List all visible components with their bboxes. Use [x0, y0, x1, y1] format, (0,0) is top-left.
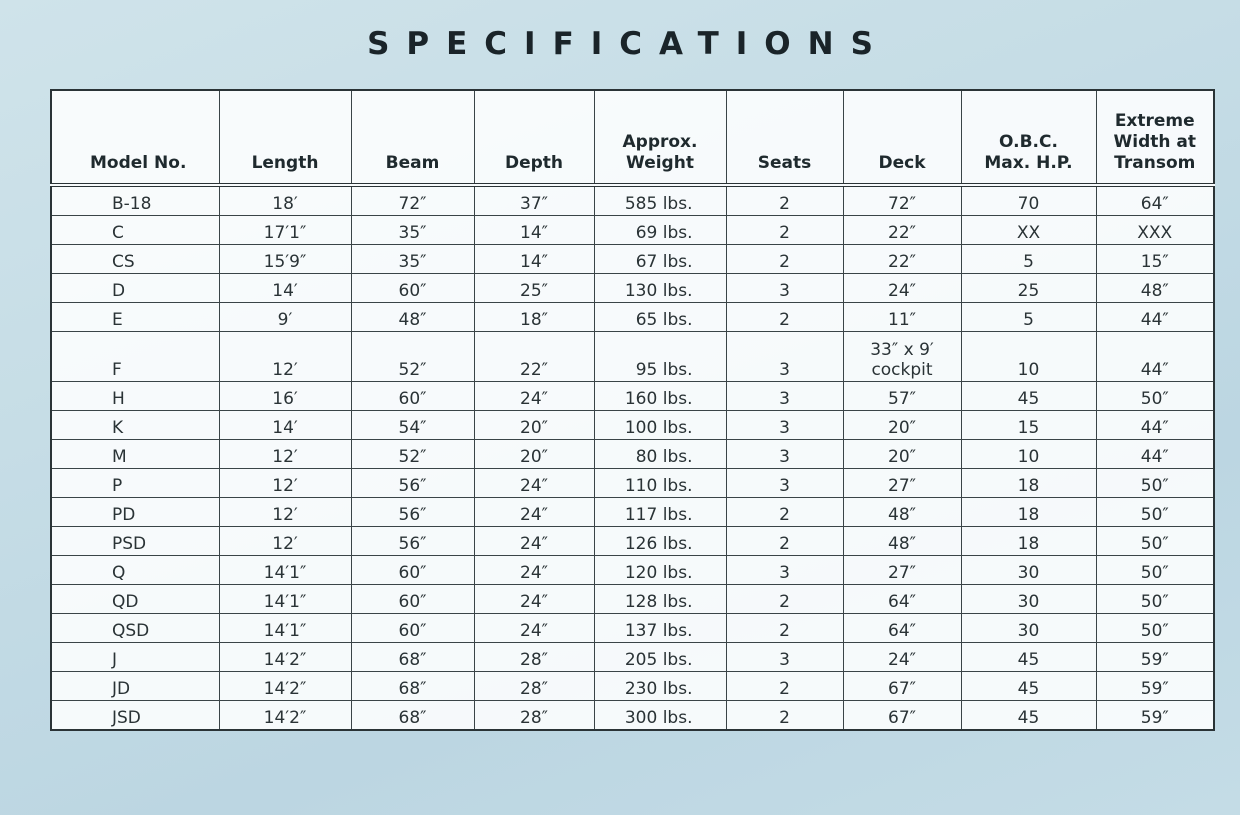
seats-cell: 3: [726, 382, 843, 411]
depth-cell: 24″: [474, 469, 594, 498]
beam-cell: 68″: [351, 672, 474, 701]
deck-cell: [843, 245, 961, 274]
depth-cell: 28″: [474, 672, 594, 701]
seats-cell: 2: [726, 498, 843, 527]
max-hp-cell: 30: [961, 614, 1096, 643]
table-row: [51, 216, 1214, 245]
max-hp-cell: 10: [961, 440, 1096, 469]
deck-line: 27″: [888, 476, 916, 496]
seats-cell: 3: [726, 411, 843, 440]
deck-line: 22″: [888, 223, 916, 243]
transom-width-cell: 15″: [1096, 245, 1214, 274]
seats-cell: 3: [726, 643, 843, 672]
max-hp-cell: 18: [961, 469, 1096, 498]
length-cell: 14′: [219, 411, 351, 440]
length-cell: 14′: [219, 274, 351, 303]
max-hp-cell: 30: [961, 585, 1096, 614]
length-cell: 12′: [219, 498, 351, 527]
transom-width-cell: 64″: [1096, 185, 1214, 216]
beam-cell: 68″: [351, 643, 474, 672]
weight-cell: 100 lbs.: [594, 411, 726, 440]
max-hp-cell: 70: [961, 185, 1096, 216]
transom-width-cell: 50″: [1096, 498, 1214, 527]
header-extreme-width: [1096, 90, 1214, 185]
depth-cell: 18″: [474, 303, 594, 332]
seats-cell: 3: [726, 274, 843, 303]
header-line: Model No.: [90, 153, 187, 173]
deck-line: 24″: [888, 281, 916, 301]
beam-cell: 60″: [351, 382, 474, 411]
length-cell: 12′: [219, 332, 351, 382]
weight-cell: 69 lbs.: [594, 216, 726, 245]
header-line: Seats: [757, 153, 812, 173]
model-cell: CS: [51, 245, 219, 274]
deck-line: 67″: [888, 708, 916, 728]
beam-cell: 35″: [351, 216, 474, 245]
deck-cell: [843, 643, 961, 672]
model-cell: B-18: [51, 185, 219, 216]
max-hp-cell: 45: [961, 701, 1096, 731]
deck-cell: [843, 274, 961, 303]
weight-cell: 205 lbs.: [594, 643, 726, 672]
weight-cell: 95 lbs.: [594, 332, 726, 382]
transom-width-cell: 48″: [1096, 274, 1214, 303]
deck-line: 72″: [888, 194, 916, 214]
model-cell: E: [51, 303, 219, 332]
seats-cell: 3: [726, 332, 843, 382]
seats-cell: 3: [726, 469, 843, 498]
table-row: [51, 469, 1214, 498]
table-row: [51, 498, 1214, 527]
deck-cell: [843, 527, 961, 556]
depth-cell: 24″: [474, 556, 594, 585]
model-cell: PD: [51, 498, 219, 527]
beam-cell: 60″: [351, 274, 474, 303]
transom-width-cell: 50″: [1096, 527, 1214, 556]
beam-cell: 72″: [351, 185, 474, 216]
seats-cell: 2: [726, 185, 843, 216]
table-row: [51, 332, 1214, 382]
deck-cell: [843, 469, 961, 498]
deck-cell: [843, 185, 961, 216]
weight-cell: 80 lbs.: [594, 440, 726, 469]
depth-cell: 20″: [474, 440, 594, 469]
header-line: Extreme: [1114, 111, 1195, 131]
deck-cell: [843, 556, 961, 585]
model-cell: Q: [51, 556, 219, 585]
model-cell: QSD: [51, 614, 219, 643]
beam-cell: 56″: [351, 469, 474, 498]
model-cell: PSD: [51, 527, 219, 556]
transom-width-cell: 59″: [1096, 643, 1214, 672]
header-row: [51, 90, 1214, 185]
deck-cell: [843, 672, 961, 701]
weight-cell: 126 lbs.: [594, 527, 726, 556]
transom-width-cell: 50″: [1096, 382, 1214, 411]
model-cell: H: [51, 382, 219, 411]
seats-cell: 2: [726, 245, 843, 274]
weight-cell: 65 lbs.: [594, 303, 726, 332]
max-hp-cell: 15: [961, 411, 1096, 440]
length-cell: 16′: [219, 382, 351, 411]
weight-cell: 300 lbs.: [594, 701, 726, 731]
transom-width-cell: 44″: [1096, 332, 1214, 382]
header-deck: [843, 90, 961, 185]
deck-line: 64″: [888, 592, 916, 612]
table-row: [51, 382, 1214, 411]
depth-cell: 28″: [474, 643, 594, 672]
deck-line: 27″: [888, 563, 916, 583]
weight-cell: 117 lbs.: [594, 498, 726, 527]
transom-width-cell: 50″: [1096, 556, 1214, 585]
beam-cell: 60″: [351, 556, 474, 585]
length-cell: 15′9″: [219, 245, 351, 274]
deck-line: 33″ x 9′: [870, 340, 934, 360]
depth-cell: 14″: [474, 245, 594, 274]
header-length: [219, 90, 351, 185]
table-row: [51, 245, 1214, 274]
beam-cell: 48″: [351, 303, 474, 332]
beam-cell: 60″: [351, 614, 474, 643]
max-hp-cell: 18: [961, 527, 1096, 556]
beam-cell: 60″: [351, 585, 474, 614]
depth-cell: 24″: [474, 382, 594, 411]
seats-cell: 2: [726, 303, 843, 332]
seats-cell: 2: [726, 614, 843, 643]
transom-width-cell: 44″: [1096, 440, 1214, 469]
deck-line: 20″: [888, 447, 916, 467]
transom-width-cell: 50″: [1096, 585, 1214, 614]
model-cell: D: [51, 274, 219, 303]
weight-cell: 110 lbs.: [594, 469, 726, 498]
depth-cell: 24″: [474, 614, 594, 643]
model-cell: M: [51, 440, 219, 469]
max-hp-cell: 25: [961, 274, 1096, 303]
beam-cell: 52″: [351, 440, 474, 469]
seats-cell: 2: [726, 585, 843, 614]
deck-cell: [843, 498, 961, 527]
model-cell: C: [51, 216, 219, 245]
max-hp-cell: 5: [961, 303, 1096, 332]
model-cell: P: [51, 469, 219, 498]
length-cell: 14′2″: [219, 643, 351, 672]
seats-cell: 2: [726, 672, 843, 701]
deck-line: 22″: [888, 252, 916, 272]
weight-cell: 120 lbs.: [594, 556, 726, 585]
weight-cell: 137 lbs.: [594, 614, 726, 643]
max-hp-cell: 45: [961, 382, 1096, 411]
length-cell: 14′1″: [219, 585, 351, 614]
header-line: Length: [251, 153, 319, 173]
header-line: O.B.C.: [999, 132, 1058, 152]
transom-width-cell: 44″: [1096, 411, 1214, 440]
deck-cell: [843, 614, 961, 643]
deck-cell: [843, 440, 961, 469]
deck-cell: [843, 216, 961, 245]
length-cell: 17′1″: [219, 216, 351, 245]
depth-cell: 24″: [474, 527, 594, 556]
length-cell: 14′1″: [219, 556, 351, 585]
weight-cell: 160 lbs.: [594, 382, 726, 411]
weight-cell: 128 lbs.: [594, 585, 726, 614]
weight-cell: 67 lbs.: [594, 245, 726, 274]
depth-cell: 37″: [474, 185, 594, 216]
max-hp-cell: 45: [961, 643, 1096, 672]
transom-width-cell: 50″: [1096, 614, 1214, 643]
header-depth: [474, 90, 594, 185]
beam-cell: 56″: [351, 498, 474, 527]
deck-line: 67″: [888, 679, 916, 699]
table-row: [51, 614, 1214, 643]
deck-line: 24″: [888, 650, 916, 670]
table-row: [51, 585, 1214, 614]
max-hp-cell: 45: [961, 672, 1096, 701]
deck-line: 48″: [888, 534, 916, 554]
deck-line: 57″: [888, 389, 916, 409]
max-hp-cell: 5: [961, 245, 1096, 274]
length-cell: 18′: [219, 185, 351, 216]
header-approx-weight: [594, 90, 726, 185]
header-beam: [351, 90, 474, 185]
table-body: [51, 185, 1214, 730]
max-hp-cell: XX: [961, 216, 1096, 245]
beam-cell: 35″: [351, 245, 474, 274]
header-model-no: [51, 90, 219, 185]
length-cell: 12′: [219, 440, 351, 469]
deck-cell: [843, 382, 961, 411]
seats-cell: 2: [726, 527, 843, 556]
model-cell: F: [51, 332, 219, 382]
table-row: [51, 274, 1214, 303]
transom-width-cell: 59″: [1096, 672, 1214, 701]
page-title: SPECIFICATIONS: [367, 26, 890, 62]
depth-cell: 25″: [474, 274, 594, 303]
deck-cell: [843, 411, 961, 440]
table-row: [51, 185, 1214, 216]
header-seats: [726, 90, 843, 185]
deck-line: cockpit: [871, 360, 933, 380]
table-row: [51, 527, 1214, 556]
seats-cell: 2: [726, 216, 843, 245]
deck-line: 20″: [888, 418, 916, 438]
seats-cell: 2: [726, 701, 843, 731]
beam-cell: 54″: [351, 411, 474, 440]
depth-cell: 24″: [474, 585, 594, 614]
table-row: [51, 556, 1214, 585]
table-row: [51, 411, 1214, 440]
seats-cell: 3: [726, 556, 843, 585]
length-cell: 9′: [219, 303, 351, 332]
header-line: Beam: [385, 153, 440, 173]
weight-cell: 230 lbs.: [594, 672, 726, 701]
length-cell: 12′: [219, 469, 351, 498]
header-line: Width at: [1113, 132, 1196, 152]
table-row: [51, 303, 1214, 332]
max-hp-cell: 18: [961, 498, 1096, 527]
model-cell: JSD: [51, 701, 219, 731]
header-line: Weight: [626, 153, 694, 173]
deck-cell: [843, 332, 961, 382]
transom-width-cell: 44″: [1096, 303, 1214, 332]
deck-cell: [843, 701, 961, 731]
length-cell: 14′2″: [219, 701, 351, 731]
deck-cell: [843, 303, 961, 332]
model-cell: QD: [51, 585, 219, 614]
transom-width-cell: 59″: [1096, 701, 1214, 731]
max-hp-cell: 10: [961, 332, 1096, 382]
depth-cell: 14″: [474, 216, 594, 245]
deck-line: 11″: [888, 310, 916, 330]
table-row: [51, 643, 1214, 672]
specifications-table: [50, 89, 1215, 731]
header-obc-max-hp: [961, 90, 1096, 185]
transom-width-cell: 50″: [1096, 469, 1214, 498]
depth-cell: 22″: [474, 332, 594, 382]
header-line: Depth: [504, 153, 564, 173]
max-hp-cell: 30: [961, 556, 1096, 585]
table-row: [51, 672, 1214, 701]
model-cell: J: [51, 643, 219, 672]
model-cell: K: [51, 411, 219, 440]
header-line: Transom: [1114, 153, 1196, 173]
length-cell: 14′2″: [219, 672, 351, 701]
deck-line: 48″: [888, 505, 916, 525]
header-line: Deck: [878, 153, 926, 173]
deck-cell: [843, 585, 961, 614]
table-row: [51, 440, 1214, 469]
depth-cell: 28″: [474, 701, 594, 731]
beam-cell: 68″: [351, 701, 474, 731]
depth-cell: 24″: [474, 498, 594, 527]
length-cell: 12′: [219, 527, 351, 556]
transom-width-cell: XXX: [1096, 216, 1214, 245]
beam-cell: 52″: [351, 332, 474, 382]
depth-cell: 20″: [474, 411, 594, 440]
weight-cell: 130 lbs.: [594, 274, 726, 303]
weight-cell: 585 lbs.: [594, 185, 726, 216]
header-line: Max. H.P.: [984, 153, 1073, 173]
table-row: [51, 701, 1214, 731]
deck-line: 64″: [888, 621, 916, 641]
seats-cell: 3: [726, 440, 843, 469]
length-cell: 14′1″: [219, 614, 351, 643]
beam-cell: 56″: [351, 527, 474, 556]
model-cell: JD: [51, 672, 219, 701]
header-line: Approx.: [622, 132, 698, 152]
